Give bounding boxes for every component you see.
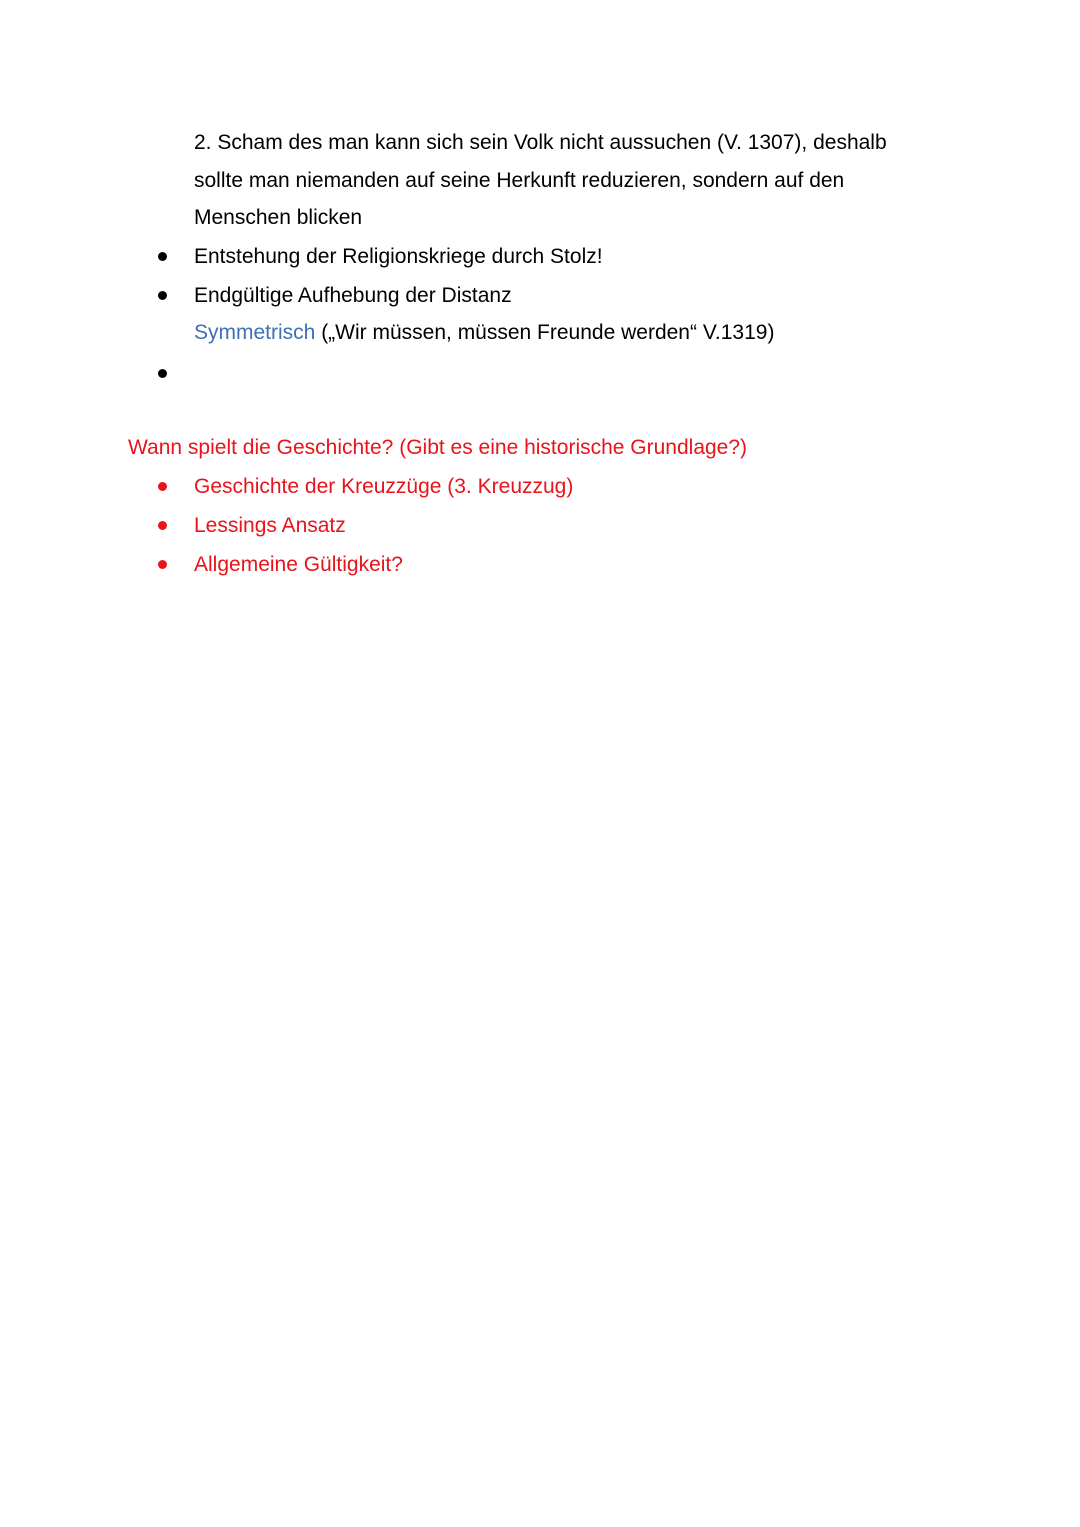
section-heading: Wann spielt die Geschichte? (Gibt es eine historische Grundlage?) [128,436,748,459]
bullet-icon [158,369,167,378]
paragraph-line-3: Menschen blicken [194,206,363,229]
paragraph-line-1: 2. Scham des man kann sich sein Volk nicht aussuchen (V. 1307), deshalb [194,131,887,154]
bullet-icon [158,521,167,530]
symmetrisch-label: Symmetrisch [194,321,316,344]
bullet-icon [158,252,167,261]
symmetrisch-line [194,322,774,343]
symmetrisch-quote: („Wir müssen, müssen Freunde werden“ V.1319) [315,321,775,344]
list-item-religionskriege: Entstehung der Religionskriege durch Stolz! [194,245,603,268]
bullet-icon [158,291,167,300]
bullet-icon [158,482,167,491]
list-item-gueltigkeit: Allgemeine Gültigkeit? [194,553,403,576]
list-item-kreuzzuege: Geschichte der Kreuzzüge (3. Kreuzzug) [194,475,574,498]
list-item-lessings-ansatz: Lessings Ansatz [194,514,346,537]
list-item-aufhebung-distanz: Endgültige Aufhebung der Distanz [194,284,512,307]
bullet-icon [158,560,167,569]
paragraph-line-2: sollte man niemanden auf seine Herkunft reduzieren, sondern auf den [194,169,845,192]
